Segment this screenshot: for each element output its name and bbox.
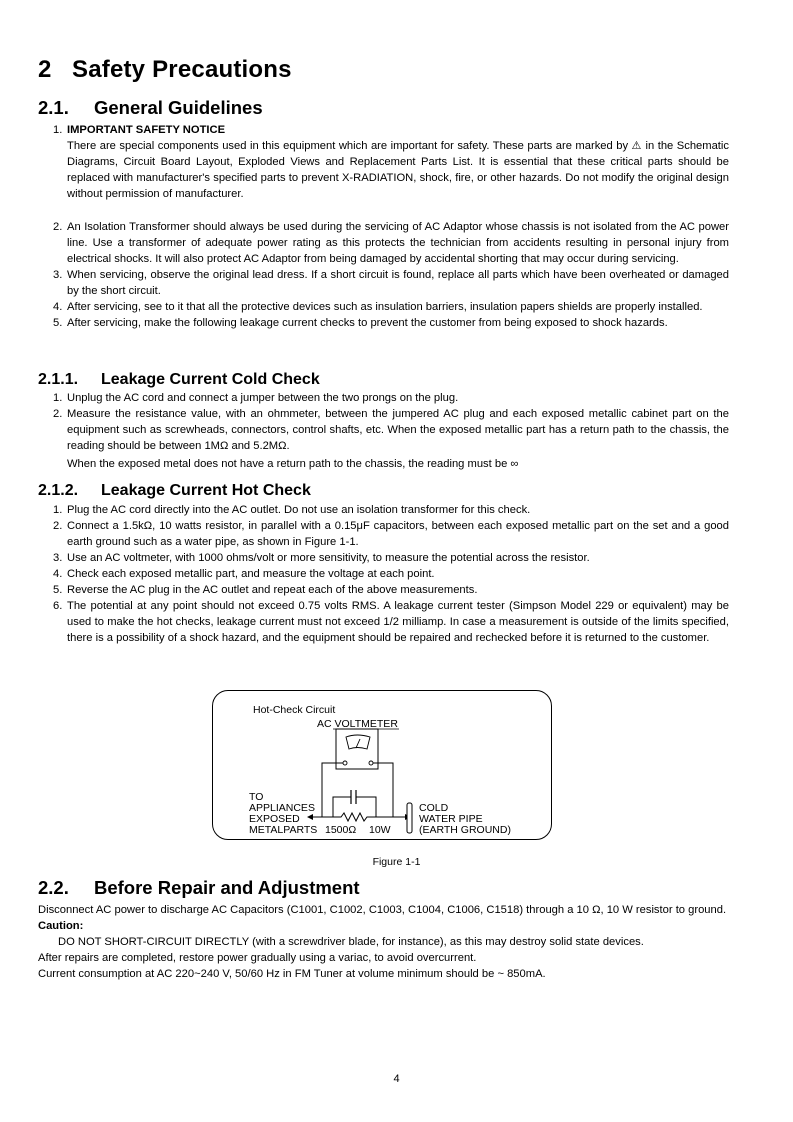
voltmeter-needle <box>356 739 360 748</box>
meter-label: AC VOLTMETER <box>317 718 398 730</box>
terminal-right <box>369 761 373 765</box>
item-text: Use an AC voltmeter, with 1000 ohms/volt or more sensitivity, to measure the potential across the resistor. <box>67 552 590 564</box>
section-title: Safety Precautions <box>72 56 292 83</box>
repair-paragraph: Disconnect AC power to discharge AC Capacitors (C1001, C1002, C1003, C1004, C1006, C1518) through a 10 Ω, 10 W resistor to ground. <box>38 904 727 916</box>
item-number: 2. <box>53 408 63 420</box>
list-item <box>38 582 729 598</box>
general-guidelines-title: General Guidelines <box>94 97 263 118</box>
item-text: Connect a 1.5kΩ, 10 watts resistor, in parallel with a 0.15μF capacitors, between each exposed metallic part on the set and a good earth ground such as a water pipe, as shown in Figure 1-1. <box>67 520 729 548</box>
capacitor-wire-left <box>333 797 351 817</box>
hot-check-circuit-diagram <box>213 691 553 841</box>
list-item <box>38 566 729 582</box>
list-item <box>38 518 729 550</box>
item-number: 1. <box>53 392 63 404</box>
label-to: TO <box>249 791 264 803</box>
terminal-left <box>343 761 347 765</box>
hot-check-heading <box>38 482 311 500</box>
label-water-pipe: WATER PIPE <box>419 813 483 825</box>
caution-label: Caution: <box>38 920 84 932</box>
item-number: 4. <box>53 301 63 313</box>
list-item <box>38 315 729 331</box>
item-text: Measure the resistance value, with an ohmmeter, between the jumpered AC plug and each exposed metallic cabinet part on the equipment such as screwheads, connectors, control shafts, etc. When the exposed metallic part has a return path to the chassis, the reading should be between 1MΩ and 5.2MΩ. <box>67 408 729 452</box>
item-text: After servicing, make the following leakage current checks to prevent the customer from being exposed to shock hazards. <box>67 317 668 329</box>
label-appliances: APPLIANCES <box>249 802 315 814</box>
label-metalparts: METALPARTS <box>249 824 318 836</box>
list-item <box>38 550 729 566</box>
item-text: Check each exposed metallic part, and measure the voltage at each point. <box>67 568 435 580</box>
list-item <box>38 122 729 202</box>
cold-check-list <box>38 390 729 472</box>
item-number: 3. <box>53 269 63 281</box>
label-resistance: 1500Ω <box>325 824 357 836</box>
list-item <box>38 219 729 267</box>
cold-check-number: 2.1.1. <box>38 371 79 388</box>
water-pipe <box>407 803 412 833</box>
label-earth-ground: (EARTH GROUND) <box>419 824 511 836</box>
important-safety-notice-title: IMPORTANT SAFETY NOTICE <box>67 124 226 136</box>
item-number: 4. <box>53 568 63 580</box>
cold-check-title: Leakage Current Cold Check <box>101 371 320 388</box>
item-number: 5. <box>53 317 63 329</box>
list-item <box>38 406 729 454</box>
repair-heading <box>38 877 360 899</box>
item-number: 5. <box>53 584 63 596</box>
section-number: 2 <box>38 56 52 83</box>
cold-check-note: When the exposed metal does not have a return path to the chassis, the reading must be ∞ <box>67 458 519 470</box>
item-number: 2. <box>53 221 63 233</box>
item-number: 3. <box>53 552 63 564</box>
item-text: Plug the AC cord directly into the AC outlet. Do not use an isolation transformer for this check. <box>67 504 531 516</box>
repair-title: Before Repair and Adjustment <box>94 877 360 898</box>
list-item <box>38 390 729 406</box>
hot-check-title: Leakage Current Hot Check <box>101 482 311 499</box>
section-heading <box>38 56 292 84</box>
general-guidelines-list <box>38 122 729 331</box>
item-number: 2. <box>53 520 63 532</box>
list-item <box>38 299 729 315</box>
repair-paragraph: Current consumption at AC 220~240 V, 50/60 Hz in FM Tuner at volume minimum should be ~ 850mA. <box>38 968 546 980</box>
item-text: After servicing, see to it that all the protective devices such as insulation barriers, insulation papers shields are properly installed. <box>67 301 703 313</box>
hot-check-circuit-figure <box>212 690 552 840</box>
item-text: Reverse the AC plug in the AC outlet and repeat each of the above measurements. <box>67 584 478 596</box>
label-cold: COLD <box>419 802 449 814</box>
repair-number: 2.2. <box>38 877 69 898</box>
item-number: 6. <box>53 600 63 612</box>
voltmeter-icon <box>346 735 370 749</box>
item-text: An Isolation Transformer should always be used during the servicing of AC Adaptor whose chassis is not isolated from the AC power line. Use a transformer of adequate power rating as this protects the technician from accidents resulting in personal injury from electrical shocks. It will also protect AC Adaptor from being damaged by accidental shorting that may occur during servicing. <box>67 221 729 265</box>
label-power-rating: 10W <box>369 824 391 836</box>
item-number: 1. <box>53 124 63 136</box>
general-guidelines-heading <box>38 97 263 119</box>
item-text: The potential at any point should not exceed 0.75 volts RMS. A leakage current tester (Simpson Model 229 or equivalent) may be used to make the hot checks, leakage current must not exceed 1/2 milliamp. In case a measurement is outside of the limits specified, there is a possibility of a shock hazard, and the equipment should be repaired and rechecked before it is returned to the customer. <box>67 600 729 644</box>
figure-title: Hot-Check Circuit <box>253 704 336 716</box>
hot-check-list <box>38 502 729 646</box>
page-number: 4 <box>393 1073 400 1085</box>
label-exposed: EXPOSED <box>249 813 300 825</box>
repair-paragraph: After repairs are completed, restore power gradually using a variac, to avoid overcurrent. <box>38 952 477 964</box>
repair-section-body <box>38 902 729 982</box>
list-item <box>38 502 729 518</box>
item-text: When servicing, observe the original lead dress. If a short circuit is found, replace all parts which have been overheated or damaged by the short circuit. <box>67 269 729 297</box>
list-item <box>38 598 729 646</box>
arrow-left-icon <box>307 814 313 820</box>
item-text: Unplug the AC cord and connect a jumper between the two prongs on the plug. <box>67 392 459 404</box>
item-number: 1. <box>53 504 63 516</box>
important-safety-notice-text: There are special components used in this equipment which are important for safety. These parts are marked by ⚠ in the Schematic Diagrams, Circuit Board Layout, Exploded Views and Replacement Parts List. It is essential that these critical parts should be replaced with manufacturer's specified parts to prevent X-RADIATION, shock, fire, or other hazards. Do not modify the original design without permission of manufacturer. <box>67 140 729 200</box>
figure-caption: Figure 1-1 <box>372 856 421 868</box>
caution-text: DO NOT SHORT-CIRCUIT DIRECTLY (with a screwdriver blade, for instance), as this may destroy solid state devices. <box>58 936 644 948</box>
cold-check-heading <box>38 371 320 389</box>
general-guidelines-number: 2.1. <box>38 97 69 118</box>
list-item <box>38 267 729 299</box>
hot-check-number: 2.1.2. <box>38 482 79 499</box>
